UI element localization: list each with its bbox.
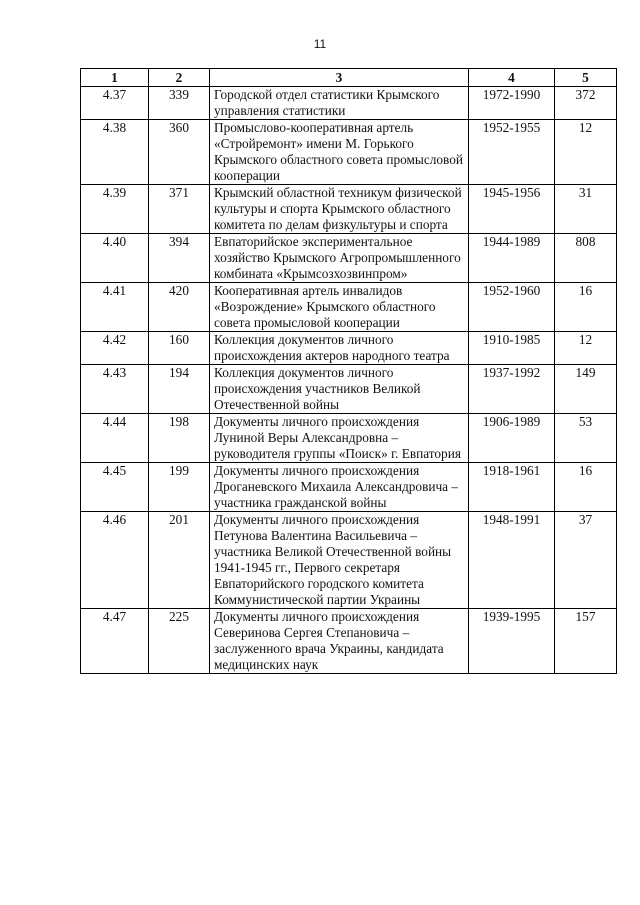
fund-title: Документы личного происхождения Северинова Сергея Степановича – заслуженного врача Украины, кандидата медицинских наук (210, 609, 469, 674)
header-row (81, 69, 617, 87)
fund-title: Кооперативная артель инвалидов «Возрождение» Крымского областного совета промысловой кооперации (210, 283, 469, 332)
fund-number: 394 (149, 234, 210, 283)
fund-title: Коллекция документов личного происхождения актеров народного театра (210, 332, 469, 365)
table-row (81, 365, 617, 414)
row-index: 4.41 (81, 283, 149, 332)
fund-title: Евпаторийское экспериментальное хозяйство Крымского Агропромышленного комбината «Крымсозхозвинпром» (210, 234, 469, 283)
table-row (81, 120, 617, 185)
table-row (81, 512, 617, 609)
fund-title: Документы личного происхождения Луниной Веры Александровна – руководителя группы «Поиск» г. Евпатория (210, 414, 469, 463)
item-count: 808 (555, 234, 617, 283)
fund-title: Крымский областной техникум физической культуры и спорта Крымского областного комитета по делам физкультуры и спорта (210, 185, 469, 234)
item-count: 16 (555, 283, 617, 332)
fund-number: 198 (149, 414, 210, 463)
table-row (81, 283, 617, 332)
column-header-4: 4 (469, 69, 555, 87)
row-index: 4.47 (81, 609, 149, 674)
row-index: 4.37 (81, 87, 149, 120)
row-index: 4.45 (81, 463, 149, 512)
fund-title: Промыслово-кооперативная артель «Стройремонт» имени М. Горького Крымского областного совета промысловой кооперации (210, 120, 469, 185)
item-count: 16 (555, 463, 617, 512)
table-row (81, 234, 617, 283)
item-count: 31 (555, 185, 617, 234)
item-count: 53 (555, 414, 617, 463)
date-range: 1952-1960 (469, 283, 555, 332)
item-count: 149 (555, 365, 617, 414)
row-index: 4.40 (81, 234, 149, 283)
fund-title: Документы личного происхождения Петунова Валентина Васильевича – участника Великой Отечественной войны 1941-1945 гг., Первого секретаря Евпаторийского городского комитета Коммунистической партии Украины (210, 512, 469, 609)
fund-number: 201 (149, 512, 210, 609)
item-count: 157 (555, 609, 617, 674)
fund-number: 339 (149, 87, 210, 120)
fund-number: 199 (149, 463, 210, 512)
table-body (81, 87, 617, 674)
date-range: 1937-1992 (469, 365, 555, 414)
row-index: 4.39 (81, 185, 149, 234)
item-count: 12 (555, 332, 617, 365)
date-range: 1939-1995 (469, 609, 555, 674)
fund-title: Городской отдел статистики Крымского управления статистики (210, 87, 469, 120)
date-range: 1918-1961 (469, 463, 555, 512)
fund-number: 160 (149, 332, 210, 365)
fund-title: Документы личного происхождения Дроганевского Михаила Александровича – участника гражданской войны (210, 463, 469, 512)
column-header-1: 1 (81, 69, 149, 87)
date-range: 1952-1955 (469, 120, 555, 185)
date-range: 1944-1989 (469, 234, 555, 283)
table-row (81, 87, 617, 120)
row-index: 4.46 (81, 512, 149, 609)
row-index: 4.43 (81, 365, 149, 414)
date-range: 1906-1989 (469, 414, 555, 463)
date-range: 1945-1956 (469, 185, 555, 234)
table-row (81, 332, 617, 365)
item-count: 37 (555, 512, 617, 609)
column-header-3: 3 (210, 69, 469, 87)
fund-number: 225 (149, 609, 210, 674)
date-range: 1948-1991 (469, 512, 555, 609)
fund-number: 371 (149, 185, 210, 234)
table-row (81, 414, 617, 463)
page-number: 11 (313, 37, 327, 51)
item-count: 12 (555, 120, 617, 185)
fund-number: 194 (149, 365, 210, 414)
fund-title: Коллекция документов личного происхождения участников Великой Отечественной войны (210, 365, 469, 414)
item-count: 372 (555, 87, 617, 120)
table-row (81, 463, 617, 512)
archive-register-table (80, 68, 617, 674)
row-index: 4.42 (81, 332, 149, 365)
table-row (81, 185, 617, 234)
date-range: 1910-1985 (469, 332, 555, 365)
row-index: 4.44 (81, 414, 149, 463)
column-header-5: 5 (555, 69, 617, 87)
column-header-2: 2 (149, 69, 210, 87)
table-header (81, 69, 617, 87)
fund-number: 420 (149, 283, 210, 332)
fund-number: 360 (149, 120, 210, 185)
table-row (81, 609, 617, 674)
date-range: 1972-1990 (469, 87, 555, 120)
row-index: 4.38 (81, 120, 149, 185)
